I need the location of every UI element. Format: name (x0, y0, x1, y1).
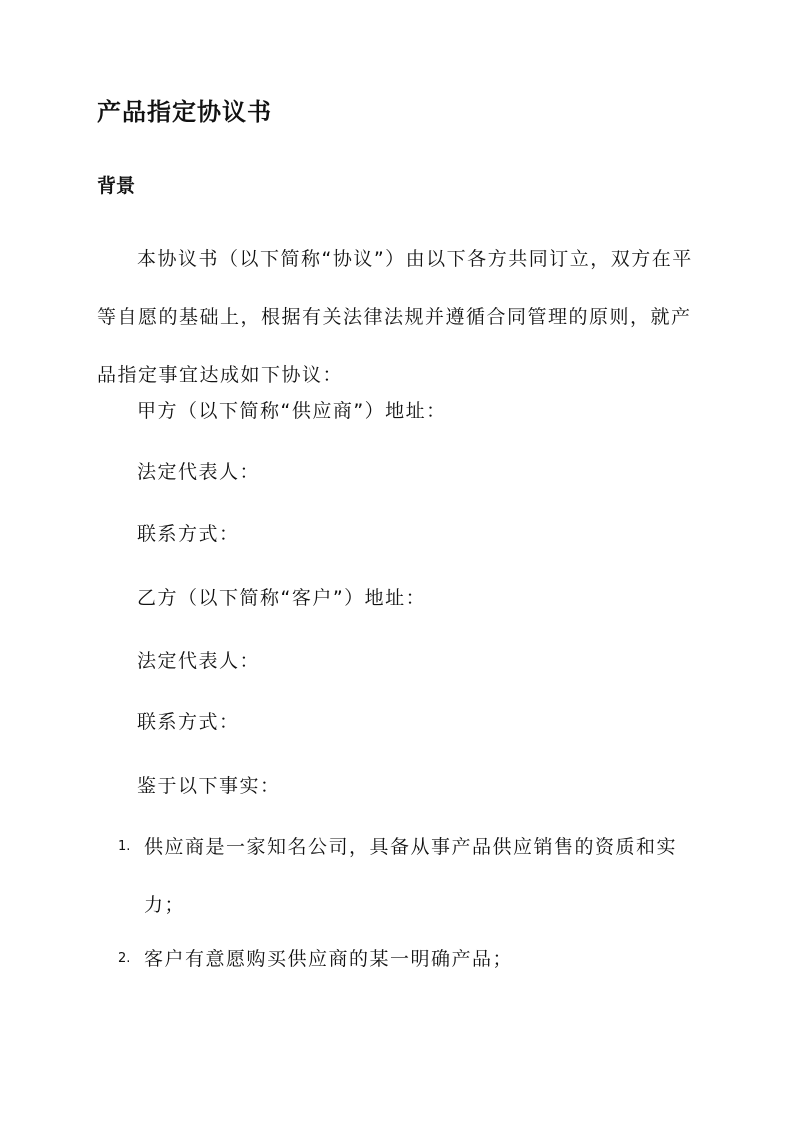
list-item-text: 供应商是一家知名公司，具备从事产品供应销售的资质和实力； (144, 836, 678, 916)
party-a-representative-line: 法定代表人： (137, 461, 261, 483)
party-b-address-line: 乙方（以下简称“客户”）地址： (137, 587, 427, 609)
section-heading-background: 背景 (97, 175, 136, 197)
facts-intro: 鉴于以下事实： (137, 775, 281, 797)
list-item (118, 818, 699, 934)
list-item-text: 客户有意愿购买供应商的某一明确产品； (144, 948, 514, 970)
document-title: 产品指定协议书 (97, 98, 272, 126)
party-a-contact-line: 联系方式： (137, 523, 240, 545)
party-b-contact-line: 联系方式： (137, 711, 240, 733)
list-item-number: 2. (118, 951, 131, 966)
party-b-representative-line: 法定代表人： (137, 650, 261, 672)
party-a-address-line: 甲方（以下简称“供应商”）地址： (137, 400, 447, 422)
intro-paragraph: 本协议书（以下简称“协议”）由以下各方共同订立，双方在平等自愿的基础上，根据有关法律法规并遵循合同管理的原则，就产品指定事宜达成如下协议： (97, 248, 693, 386)
list-item (118, 930, 699, 988)
list-item-number: 1. (118, 839, 131, 854)
